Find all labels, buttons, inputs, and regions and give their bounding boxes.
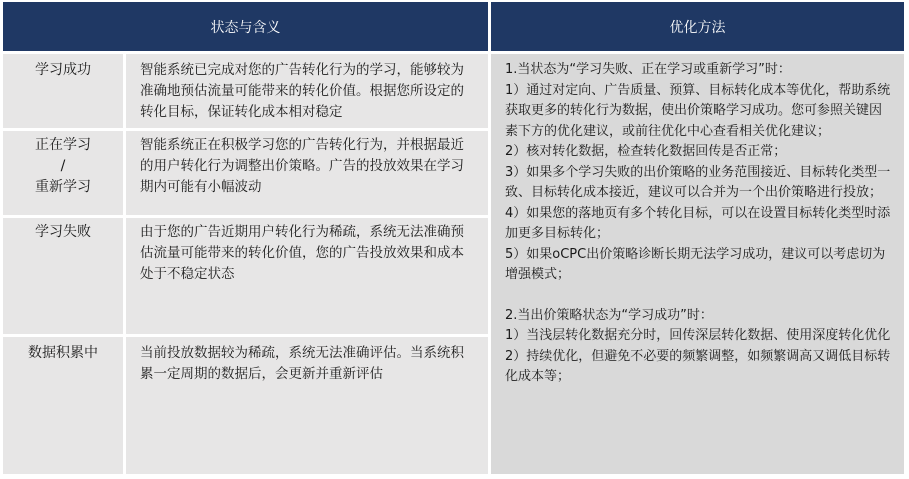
- section2-title: 2.当出价策略状态为“学习成功”时：: [505, 307, 713, 323]
- section1-item: 4）如果您的落地页有多个转化目标，可以在设置目标转化类型时添加更多目标转化；: [505, 205, 891, 241]
- optimization-content: [491, 54, 904, 474]
- section1-item: 3）如果多个学习失败的出价策略的业务范围接近、目标转化类型一致、目标转化成本接近，建议可以合并为一个出价策略进行投放；: [505, 164, 891, 200]
- section1-title: 1.当状态为“学习失败、正在学习或重新学习”时：: [505, 62, 791, 77]
- description-data-accumulating: 当前投放数据较为稀疏，系统无法准确评估。当系统积累一定周期的数据后，会更新并重新评估: [126, 337, 488, 474]
- section1-item: 1）通过对定向、广告质量、预算、目标转化成本等优化，帮助系统获取更多的转化行为数据，使出价策略学习成功。您可参照关键因素下方的优化建议，或前往优化中心查看相关优化建议；: [505, 82, 891, 139]
- status-learning-success: 学习成功: [3, 54, 123, 128]
- status-separator: /: [60, 158, 66, 174]
- section1-item: 2）核对转化数据，检查转化数据回传是否正常；: [505, 144, 787, 159]
- status-learning-relearning: [3, 131, 123, 215]
- strategy-status-table: [3, 2, 904, 474]
- description-learning-failed: 由于您的广告近期用户转化行为稀疏，系统无法准确预估流量可能带来的转化价值，您的广告投放效果和成本处于不稳定状态: [126, 218, 488, 334]
- header-optimization: 优化方法: [491, 2, 904, 51]
- status-data-accumulating: 数据积累中: [3, 337, 123, 474]
- section2-item: 1）当浅层转化数据充分时，回传深层转化数据、使用深度转化优化: [505, 328, 891, 343]
- description-learning-success: 智能系统已完成对您的广告转化行为的学习，能够较为准确地预估流量可能带来的转化价值。根据您所设定的转化目标，保证转化成本相对稳定: [126, 54, 488, 128]
- header-status-meaning: 状态与含义: [3, 2, 488, 51]
- status-learning-failed: 学习失败: [3, 218, 123, 334]
- description-learning-relearning: 智能系统正在积极学习您的广告转化行为，并根据最近的用户转化行为调整出价策略。广告的投放效果在学习期内可能有小幅波动: [126, 131, 488, 215]
- status-learning: 正在学习: [35, 137, 91, 153]
- status-relearning: 重新学习: [35, 179, 91, 195]
- section1-item: 5）如果oCPC出价策略诊断长期无法学习成功，建议可以考虑切为增强模式；: [505, 246, 886, 282]
- section2-item: 2）持续优化，但避免不必要的频繁调整，如频繁调高又调低目标转化成本等；: [505, 348, 891, 384]
